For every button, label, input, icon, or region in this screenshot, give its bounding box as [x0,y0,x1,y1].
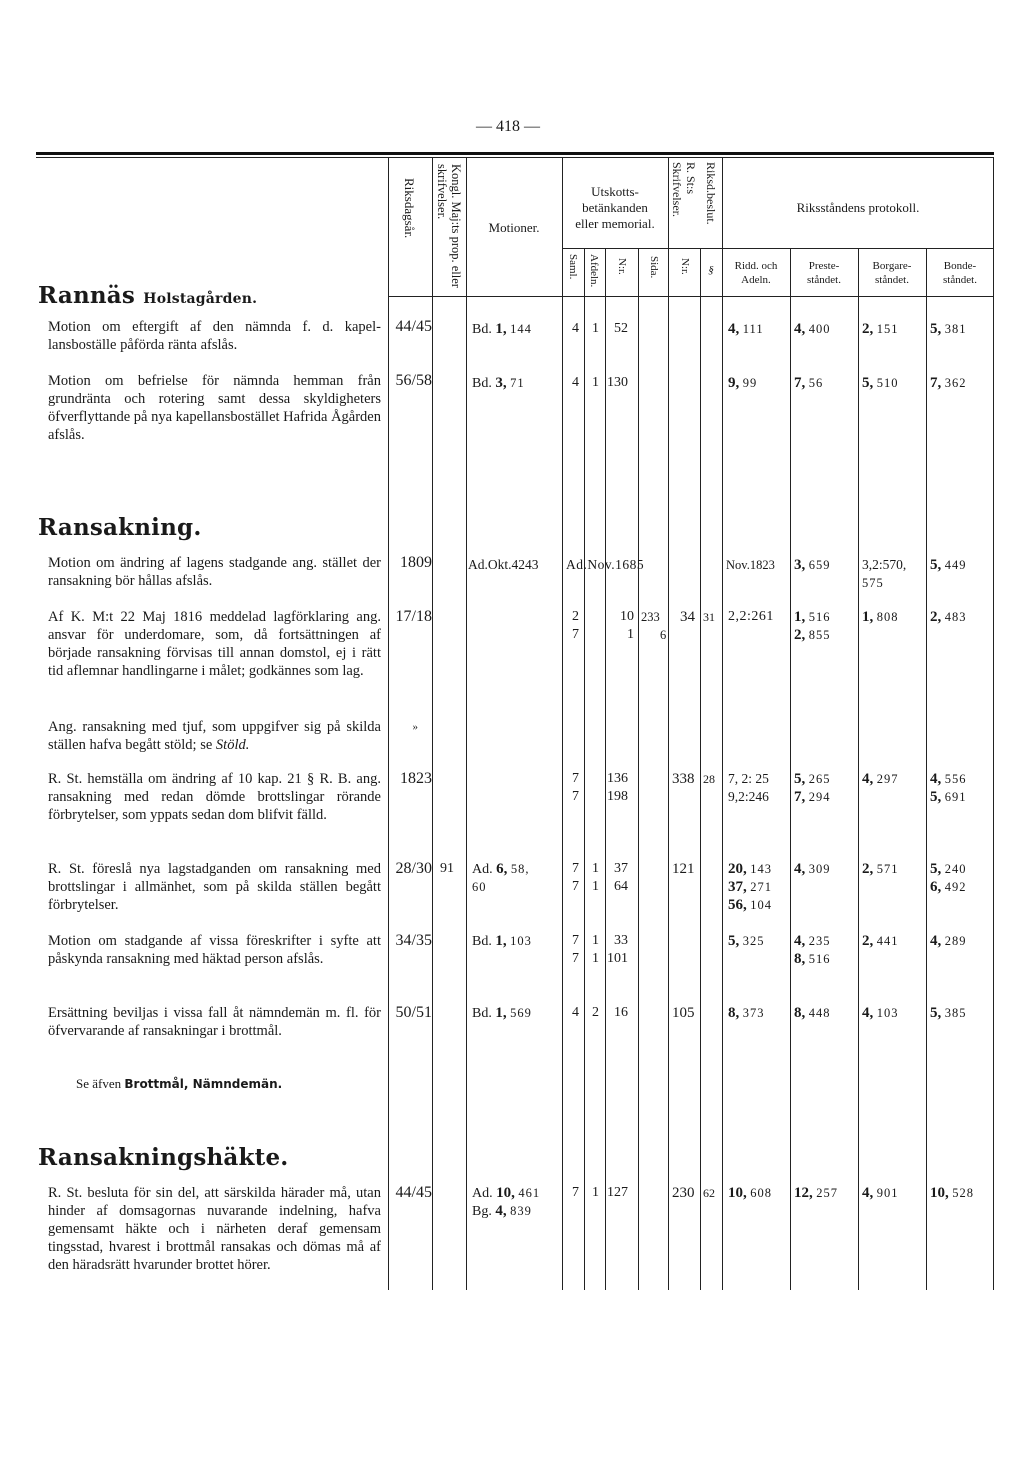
header-bottom-rule [388,296,994,297]
row-year: 34/35 [395,932,432,949]
ridd-value: 9,2:246 [728,789,769,804]
section-title-ransakning: Ransakning. [38,514,202,541]
motion-value: 60 [472,880,487,894]
saml-value: 4 [572,1005,579,1020]
nr-value: 101 [607,951,628,966]
header-nr: N:r. [616,258,628,275]
borg-value: 575 [862,576,884,590]
nr-value: 198 [607,789,628,804]
row-description: R. St. föreslå nya lagstadganden om ransakning med brottslingar i allmänhet, som på skilda ställen begått förbrytelser. [48,861,381,913]
col-line [993,157,994,1290]
row-description: Ersättning beviljas i vissa fall åt nämndemän m. fl. för öfvervarande af ransakningar i brottmål. [48,1005,381,1039]
row-year: 44/45 [395,1184,432,1201]
saml-value: 7 [572,933,579,948]
paragraph-value: 62 [703,1186,715,1200]
header-bond1: Bonde- [943,260,977,272]
row-year: 17/18 [395,608,432,625]
saml-value: 7 [572,1185,579,1200]
col-line [858,248,859,1290]
nr-value: 130 [607,375,628,390]
header-borg1: Borgare- [872,260,912,272]
borg-value: 3,2:570, [862,557,907,572]
header-rule-thin [36,157,994,158]
section-title-rannas: Rannäs Holstagården. [38,282,258,309]
col-line [668,157,669,1290]
page-number: — 418 — [476,118,540,135]
header-bond2: ståndet. [943,274,977,286]
header-ridd1: Ridd. och [734,260,778,272]
header-afdeln: Afdeln. [588,254,600,288]
col-line [790,248,791,1290]
header-riksstandens: Riksståndens protokoll. [796,200,920,215]
header-borg2: ståndet. [875,274,909,286]
ridd-value: Nov.1823 [726,558,775,572]
saml-value: 7 [572,789,579,804]
header-saml: Saml. [567,254,579,280]
row-year: 1809 [400,554,432,571]
nr-value: 10 [620,609,634,624]
col-line [638,248,639,1290]
header-sida: Sida. [648,256,660,279]
header-prest1: Preste- [808,260,840,272]
row-description: Ang. ransakning med tjuf, som uppgifver sig på skilda ställen hafva begått stöld; se Stöld. [48,719,381,753]
header-betankanden: betänkanden [582,200,648,215]
sida-value: 233 [641,610,660,624]
col-line [432,157,433,1290]
row-description: Af K. M:t 22 Maj 1816 meddelad lagförklaring ang. ansvar för underdomare, som, då fortsättningen af började ransakning förvisas till annan domstol, ej i rätt tid aflemnar handlingarne i målet; godkännes som lag. [48,609,381,679]
row-year: 44/45 [395,318,432,335]
nr-value: 52 [614,321,628,336]
ridd-value: 2,2:261 [728,609,774,624]
row-description: Motion om eftergift af den nämnda f. d. kapellansboställe påförda ränta afslås. [48,319,381,353]
nr-value: 33 [614,933,628,948]
nr-value: 136 [607,771,628,786]
saml-value: 7 [572,879,579,894]
saml-value: 7 [572,861,579,876]
row-year: » [412,721,418,733]
header-eller-memorial: eller memorial. [575,216,655,231]
saml-value: 2 [572,609,579,624]
row-year: 28/30 [395,860,432,877]
saml-value: 7 [572,951,579,966]
section-title-ransakningshakte: Ransakningshäkte. [38,1144,289,1171]
col-line [562,157,563,1290]
nr-value: 64 [614,879,628,894]
ridd-value: 7, 2: 25 [728,771,769,786]
col-line [700,248,701,1290]
nr-value: 1 [627,627,634,642]
afd-value: 1 [592,1185,599,1200]
sida-value: 6 [660,628,667,642]
rst-value: 230 [672,1185,695,1201]
header-rule [36,152,994,155]
col-line [584,248,585,1290]
afd-value: 1 [592,321,599,336]
rst-value: 105 [672,1005,695,1021]
header-nr2: N:r. [679,258,691,275]
saml-value: 7 [572,771,579,786]
row-year: 1823 [400,770,432,787]
see-also: Se äfven Brottmål, Nämndemän. [76,1076,283,1091]
afd-value: 2 [592,1005,599,1020]
afd-value: 1 [592,951,599,966]
nr-value: 16 [614,1005,628,1020]
afd-value: 1 [592,375,599,390]
saml-value: 4 [572,321,579,336]
col-line [722,157,723,1290]
header-utskotts: Utskotts- [591,184,639,199]
afd-value: 1 [592,861,599,876]
afd-value: 1 [592,933,599,948]
rst-value: 338 [672,771,695,787]
row-description: Motion om stadgande af vissa föreskrifter i syfte att påskynda ransakning med häktad person afslås. [48,933,381,967]
nr-value: 127 [607,1185,628,1200]
row-year: 56/58 [395,372,432,389]
header-paragraph: § [708,264,714,276]
header-prest2: ståndet. [807,274,841,286]
header-riksd-beslut: Riksd.beslut. [704,162,718,225]
paragraph-value: 31 [703,610,715,624]
row-description: Motion om befrielse för nämnda hemman från grundränta och rotering samt dessa skyldigheters öfverflyttande på nya kapellansbostället Hafrida Ågården afslås. [48,373,381,443]
saml-value: 7 [572,627,579,642]
header-rst-skrifvelser: R. St:s Skrifvelser. [670,162,698,217]
paragraph-value: 28 [703,772,715,786]
prop-value: 91 [440,861,454,876]
row-year: 50/51 [395,1004,432,1021]
rst-subhead-rule [668,248,722,249]
row-description: Motion om ändring af lagens stadgande ang. stället der ransakning bör hållas afslås. [48,555,381,589]
rst-value: 34 [680,609,695,625]
nr-value: 37 [614,861,628,876]
saml-value: 4 [572,375,579,390]
afd-value: 1 [592,879,599,894]
utskott-value: Ad.Nov.1685 [566,557,645,572]
header-ridd2: Adeln. [741,274,771,286]
motion-value: Ad.Okt.4243 [468,557,539,572]
utskotts-subhead-rule [562,248,668,249]
header-motioner: Motioner. [488,220,540,235]
col-line [466,157,467,1290]
row-description: R. St. hemställa om ändring af 10 kap. 21 § R. B. ang. ransakning med redan dömde brottslingar rörande förbrytelser, som yppats sedan dom blifvit fälld. [48,771,381,823]
col-line [926,248,927,1290]
row-description: R. St. besluta för sin del, att särskilda härаder må, utan hinder af domsagornas nuvarande indelning, hafva gemensamt häkte och i närheten deraf gemensam tingsstad, hvarest i brottmål ransakas och dömas må af den häradsrätt hvarunder brottet hörer. [48,1185,381,1273]
rst-value: 121 [672,861,695,877]
see-reference: Stöld. [215,737,250,753]
col-line [605,248,606,1290]
see-also-refs: Brottmål, Nämndemän. [124,1077,283,1091]
header-kongl-prop: Kongl. Maj:ts prop. eller skrifvelser. [435,164,463,288]
header-riksdagsar: Riksdagsår. [402,178,417,239]
